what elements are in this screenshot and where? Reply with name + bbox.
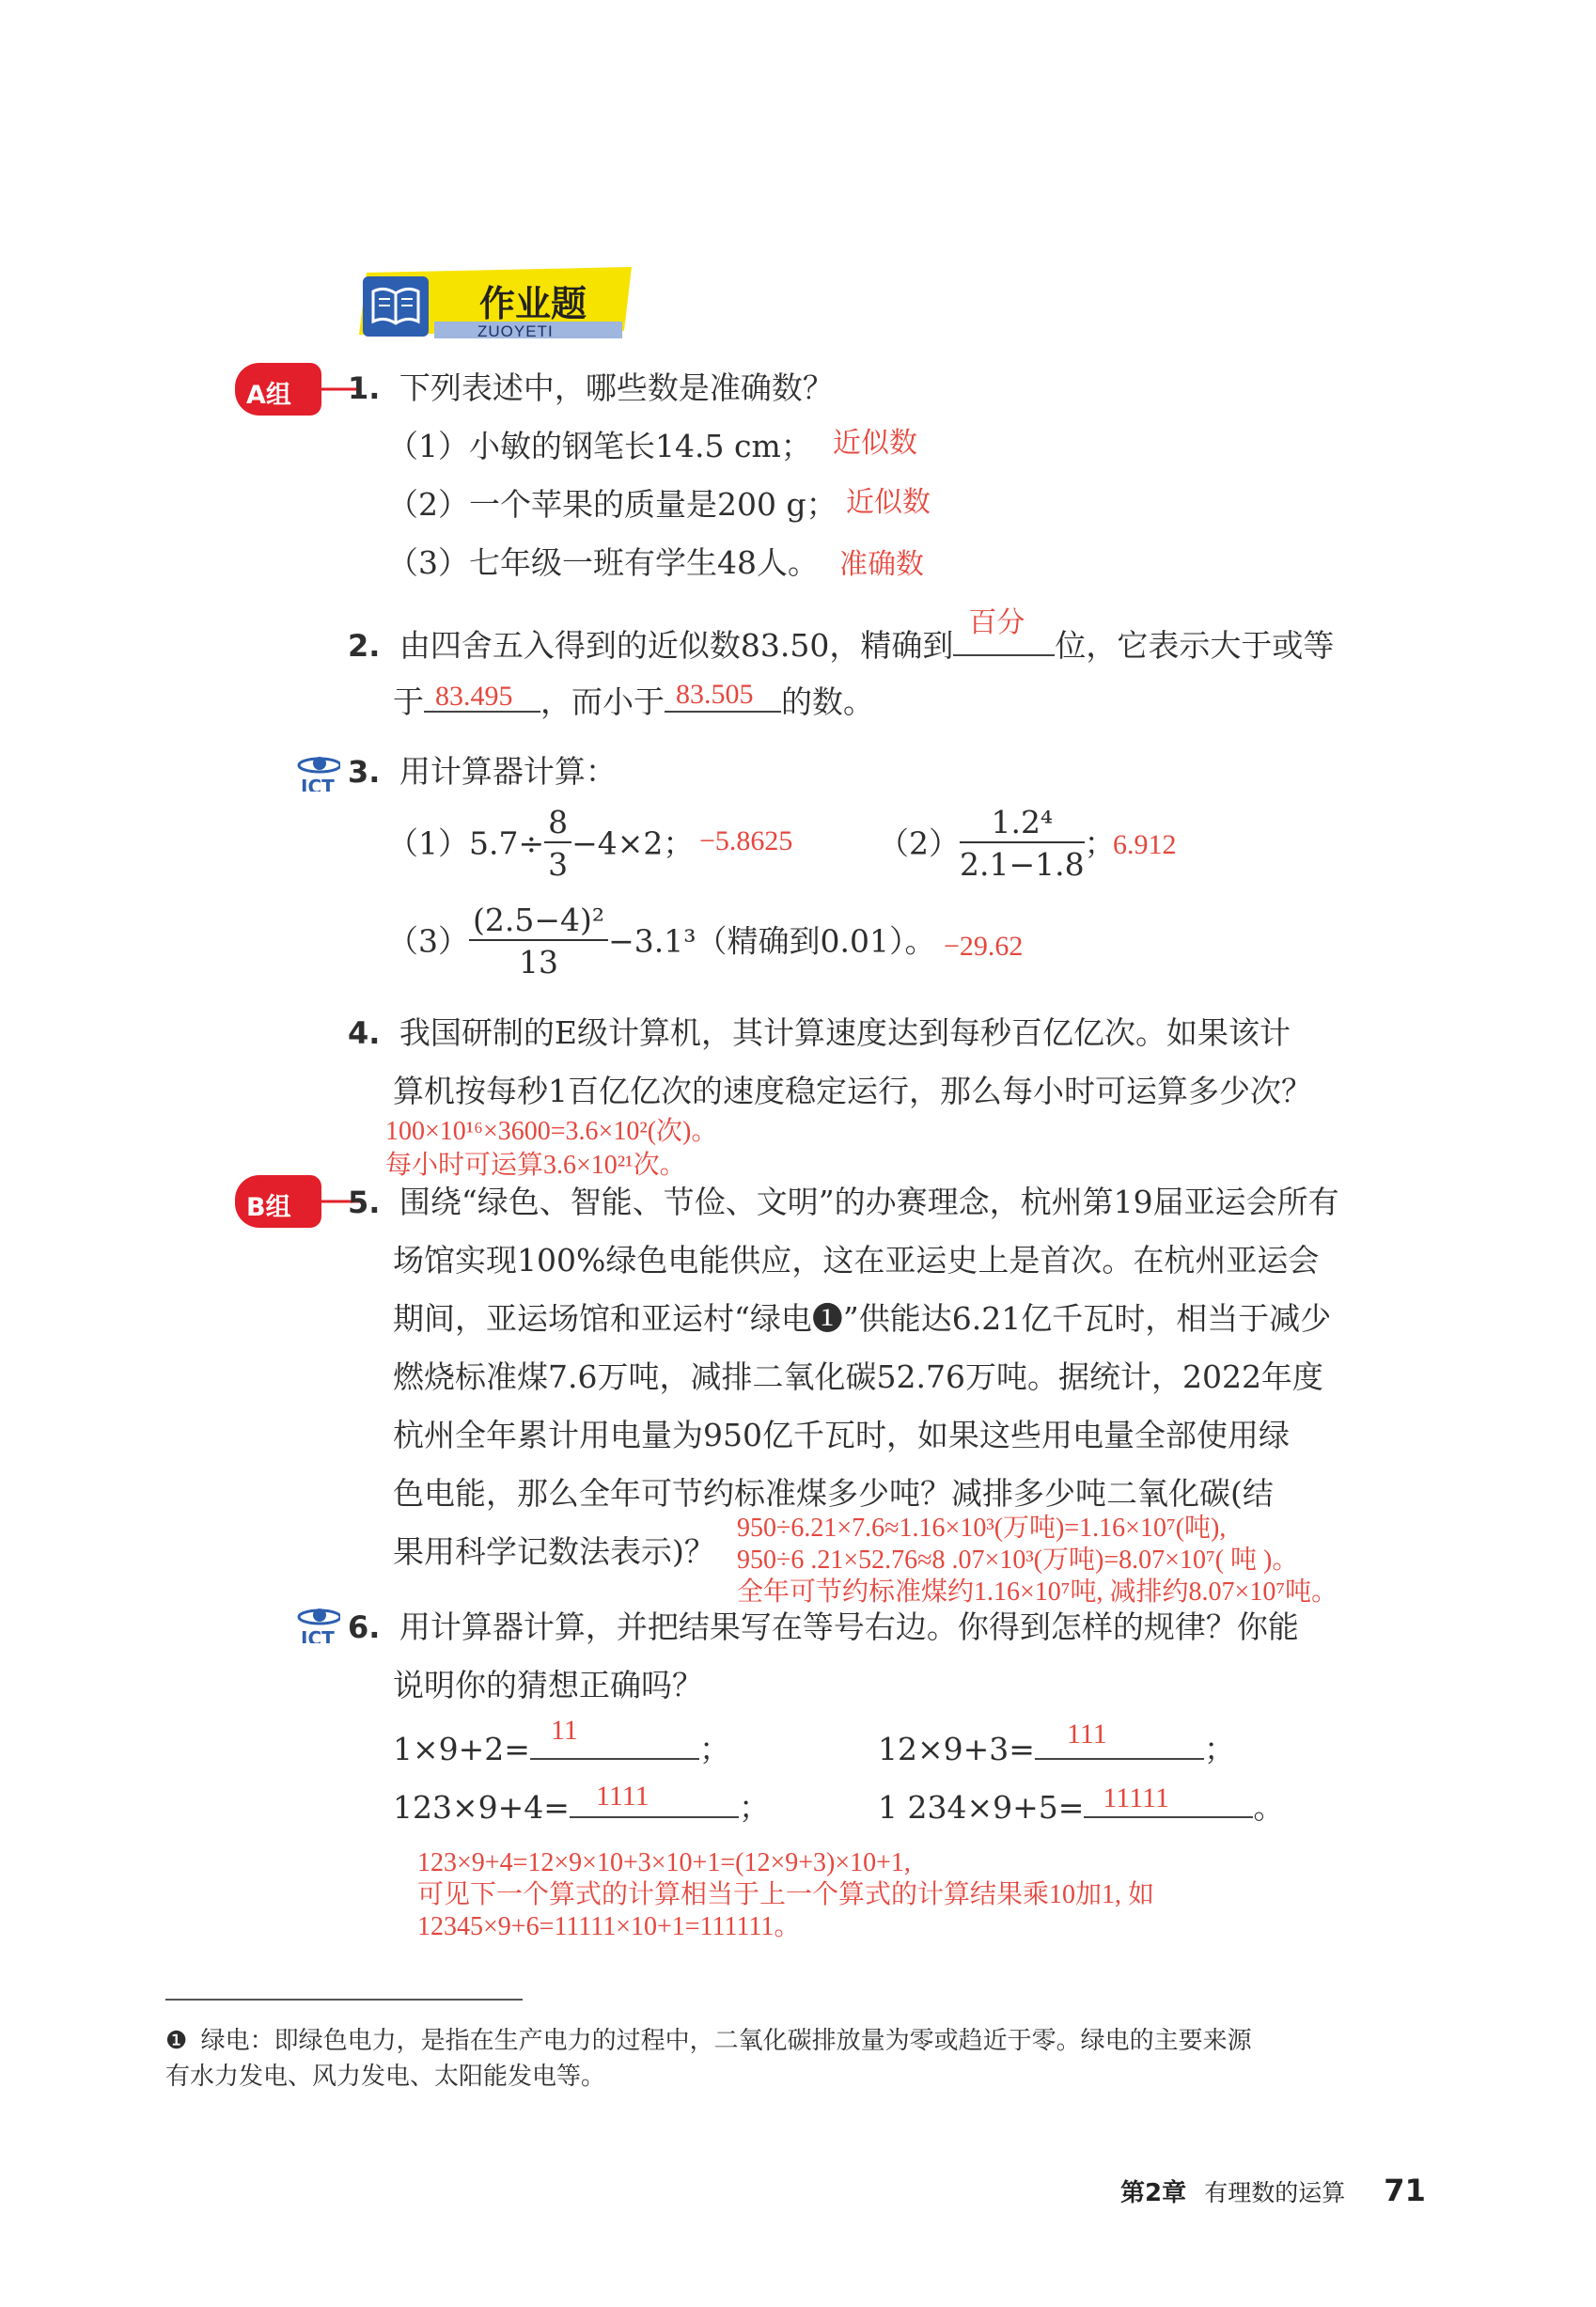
question-5 — [348, 1184, 1339, 1220]
q6-answer-3: 12345×9+6=11111×10+1=111111。 — [417, 1912, 801, 1941]
blank-answer: 百分 — [968, 607, 1025, 638]
answer-blank — [1084, 1784, 1253, 1818]
item-label: （1）小敏的钢笔长14.5 cm； — [387, 428, 812, 464]
q3-answer-1: −5.8625 — [699, 825, 793, 856]
question-number: 4. — [348, 1015, 381, 1051]
q1-item-3 — [387, 544, 819, 581]
q3-part-1 — [387, 804, 695, 883]
equation-end: ； — [1203, 1731, 1235, 1767]
footnote-line-2: 有水力发电、风力发电、太阳能发电等。 — [165, 2063, 606, 2091]
homework-header — [350, 267, 637, 346]
question-5-line: 杭州全年累计用电量为950亿千瓦时，如果这些用电量全部使用绿 — [393, 1417, 1290, 1453]
q1-item-1 — [387, 428, 812, 464]
footnote — [165, 2029, 1252, 2053]
q6-answer-1: 123×9+4=12×9×10+3×10+1=(12×9+3)×10+1, — [417, 1848, 911, 1877]
svg-text:ICT: ICT — [301, 1627, 335, 1643]
question-text: 我国研制的E级计算机，其计算速度达到每秒百亿亿次。如果该计 — [399, 1014, 1291, 1051]
question-number: 1. — [348, 370, 381, 406]
q5-answer-2: 950÷6 .21×52.76≈8 .07×10³(万吨)=8.07×10⁷( 吨 )。 — [737, 1546, 1299, 1575]
equation-end: ； — [738, 1789, 770, 1826]
question-3 — [348, 753, 617, 790]
question-number: 2. — [348, 628, 381, 664]
question-5-line: 燃烧标准煤7.6万吨，减排二氧化碳52.76万吨。据统计，2022年度 — [393, 1358, 1323, 1395]
blank-answer: 83.495 — [435, 681, 513, 712]
fraction-numerator: (2.5−4)² — [469, 904, 608, 941]
equation-end: ； — [698, 1731, 730, 1767]
q1-answer-3: 准确数 — [839, 549, 924, 580]
q6-equation-2 — [878, 1718, 1235, 1767]
q3-part-2 — [878, 804, 1116, 883]
question-2-line-2 — [393, 679, 874, 720]
q6-equation-1 — [393, 1715, 730, 1767]
answer-blank-2 — [424, 679, 540, 713]
equation-expression: 123×9+4= — [393, 1789, 570, 1826]
blank-answer: 11 — [550, 1715, 578, 1746]
equation-expression: 1×9+2= — [393, 1731, 530, 1767]
answer-blank-1 — [953, 607, 1055, 656]
question-text: 下列表述中，哪些数是准确数？ — [399, 369, 834, 406]
q5-answer-1: 950÷6.21×7.6≈1.16×10³(万吨)=1.16×10⁷(吨), — [737, 1514, 1227, 1543]
group-b-tag — [235, 1175, 321, 1228]
answer-blank-3 — [665, 679, 781, 713]
equation-end: 。 — [1253, 1789, 1285, 1826]
item-label: （2）一个苹果的质量是200 g； — [387, 486, 837, 523]
item-label: （3）七年级一班有学生48人。 — [387, 544, 819, 581]
q6-equation-4 — [878, 1782, 1285, 1826]
question-6-line-2: 说明你的猜想正确吗？ — [393, 1667, 703, 1703]
fraction-denominator: 2.1−1.8 — [960, 846, 1085, 883]
question-text: ，而小于 — [540, 683, 665, 720]
question-text: 由四舍五入得到的近似数83.50，精确到 — [399, 627, 954, 664]
part-expression: −4×2； — [571, 824, 695, 862]
group-a-tag — [235, 363, 321, 416]
footnote-divider — [165, 1999, 523, 2001]
ict-calculator-icon — [295, 750, 340, 795]
q6-equation-3 — [393, 1781, 770, 1826]
blank-answer: 1111 — [595, 1781, 649, 1812]
question-4-line-2: 算机按每秒1百亿亿次的速度稳定运行，那么每小时可运算多少次？ — [393, 1073, 1312, 1109]
fraction — [469, 902, 608, 981]
q6-answer-2: 可见下一个算式的计算相当于上一个算式的计算结果乘10加1, 如 — [417, 1880, 1155, 1909]
q3-answer-3: −29.62 — [944, 931, 1024, 962]
header-title: 作业题 — [479, 283, 587, 324]
question-5-line: 果用科学记数法表示)？ — [393, 1533, 715, 1570]
question-4 — [348, 1014, 1291, 1051]
footnote-mark: ❶ — [165, 2027, 188, 2055]
q3-part-3 — [387, 902, 936, 981]
question-text: 用计算器计算，并把结果写在等号右边。你得到怎样的规律？你能 — [399, 1609, 1299, 1645]
fraction-numerator: 8 — [544, 807, 571, 843]
question-5-line: 色电能，那么全年可节约标准煤多少吨？减排多少吨二氧化碳(结 — [393, 1475, 1274, 1512]
question-6 — [348, 1609, 1299, 1645]
page-footer — [1120, 2173, 1426, 2208]
question-2 — [348, 607, 1335, 664]
equation-expression: 1 234×9+5= — [878, 1789, 1085, 1826]
question-text: 于 — [393, 683, 424, 720]
part-expression: ； — [1084, 824, 1116, 862]
fraction — [544, 804, 571, 883]
group-b-label: B组 — [246, 1193, 291, 1222]
fraction — [960, 804, 1085, 883]
answer-blank — [570, 1781, 739, 1818]
q1-answer-1: 近似数 — [833, 428, 917, 459]
footnote-line-1: 绿电：即绿色电力，是指在生产电力的过程中，二氧化碳排放量为零或趋近于零。绿电的主要来源 — [200, 2027, 1252, 2055]
q4-answer-1: 100×10¹⁶×3600=3.6×10²(次)。 — [385, 1117, 718, 1146]
answer-blank — [1035, 1718, 1204, 1760]
blank-answer: 111 — [1066, 1718, 1107, 1750]
part-expression: −3.1³（精确到0.01）。 — [608, 922, 936, 960]
q1-item-2 — [387, 486, 837, 523]
q1-answer-2: 近似数 — [846, 487, 931, 518]
q4-answer-2: 每小时可运算3.6×10²¹次。 — [385, 1151, 686, 1180]
part-label: （1）5.7÷ — [387, 824, 545, 862]
answer-blank — [530, 1715, 699, 1760]
chapter-number: 第2章 — [1120, 2179, 1187, 2207]
question-number: 6. — [348, 1609, 381, 1645]
group-a-label: A组 — [246, 381, 291, 410]
q5-answer-3: 全年可节约标准煤约1.16×10⁷吨, 减排约8.07×10⁷吨。 — [737, 1577, 1338, 1607]
question-5-line: 期间，亚运场馆和亚运村“绿电❶”供能达6.21亿千瓦时，相当于减少 — [393, 1300, 1332, 1337]
part-label: （2） — [878, 824, 960, 862]
svg-text:ICT: ICT — [301, 776, 335, 792]
question-5-line: 场馆实现100%绿色电能供应，这在亚运史上是首次。在杭州亚运会 — [393, 1242, 1320, 1279]
part-label: （3） — [387, 922, 469, 960]
ict-calculator-icon — [295, 1602, 340, 1647]
fraction-denominator: 13 — [519, 944, 559, 981]
question-text: 的数。 — [781, 683, 874, 720]
question-number: 5. — [348, 1185, 381, 1220]
header-subtitle: ZUOYETI — [477, 322, 554, 340]
chapter-title: 有理数的运算 — [1204, 2179, 1346, 2206]
blank-answer: 11111 — [1103, 1782, 1169, 1813]
page-number: 71 — [1384, 2173, 1426, 2208]
fraction-numerator: 1.2⁴ — [960, 807, 1085, 843]
question-text: 位，它表示大于或等 — [1055, 627, 1335, 664]
fraction-denominator: 3 — [548, 846, 569, 883]
question-number: 3. — [348, 754, 381, 790]
question-text: 用计算器计算： — [399, 753, 617, 790]
blank-answer: 83.505 — [676, 679, 754, 710]
q3-answer-2: 6.912 — [1113, 829, 1177, 860]
equation-expression: 12×9+3= — [878, 1731, 1035, 1767]
question-1 — [348, 369, 834, 406]
book-icon — [368, 282, 424, 329]
question-text: 围绕“绿色、智能、节俭、文明”的办赛理念，杭州第19届亚运会所有 — [399, 1184, 1339, 1220]
